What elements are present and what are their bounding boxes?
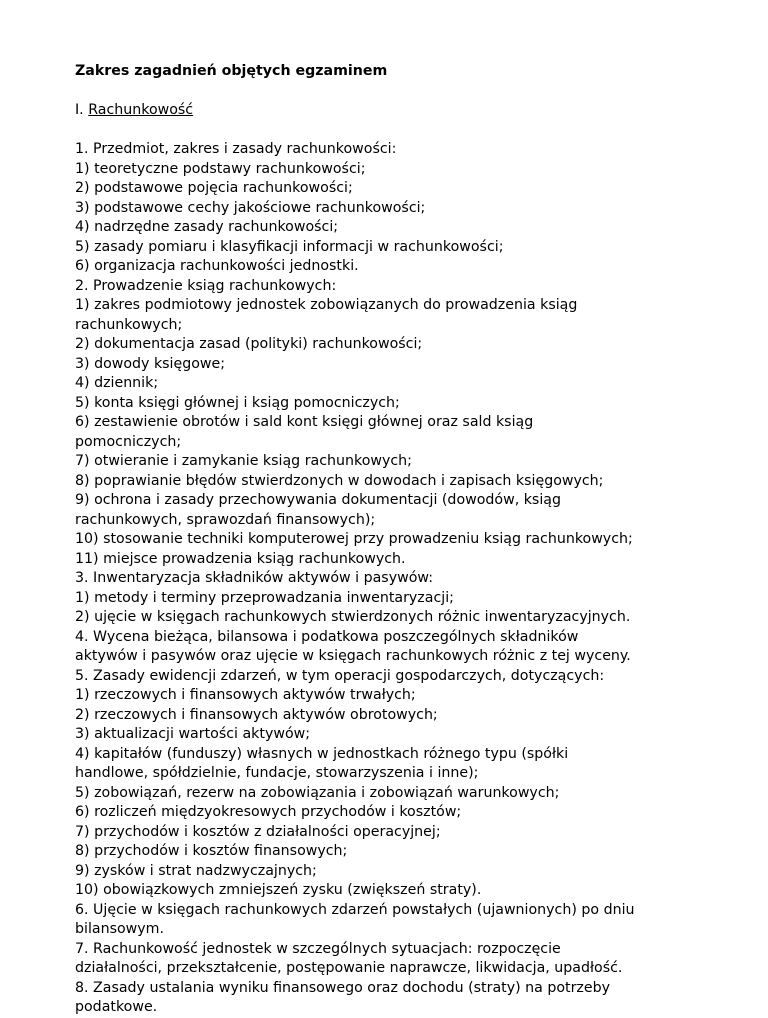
document-line: pomocniczych; <box>75 433 182 450</box>
document-body <box>75 140 745 1018</box>
document-line: 4) kapitałów (funduszy) własnych w jednostkach różnego typu (spółki <box>75 745 569 762</box>
document-line: 8) przychodów i kosztów finansowych; <box>75 843 348 859</box>
document-line: 10) stosowanie techniki komputerowej przy prowadzeniu ksiąg rachunkowych; <box>75 531 633 547</box>
document-line: 1) rzeczowych i finansowych aktywów trwałych; <box>75 687 416 703</box>
document-line: handlowe, spółdzielnie, fundacje, stowarzyszenia i inne); <box>75 765 479 781</box>
document-line: 4) dziennik; <box>75 375 159 391</box>
section-heading <box>75 101 745 121</box>
document-page <box>75 62 745 1018</box>
document-line: 1. Przedmiot, zakres i zasady rachunkowości: <box>75 141 397 157</box>
document-line: 6) rozliczeń międzyokresowych przychodów i kosztów; <box>75 804 462 820</box>
section-number: I. <box>75 102 84 118</box>
document-line: 1) teoretyczne podstawy rachunkowości; <box>75 160 366 177</box>
document-line: 2. Prowadzenie ksiąg rachunkowych: <box>75 277 337 294</box>
spacer <box>75 121 745 141</box>
document-line: 2) podstawowe pojęcia rachunkowości; <box>75 180 353 196</box>
document-line: 3) podstawowe cechy jakościowe rachunkowości; <box>75 199 426 216</box>
document-line: 5) zasady pomiaru i klasyfikacji informacji w rachunkowości; <box>75 238 504 255</box>
document-line: 7) przychodów i kosztów z działalności operacyjnej; <box>75 823 441 840</box>
document-line: 7) otwieranie i zamykanie ksiąg rachunkowych; <box>75 453 412 469</box>
document-line: 1) metody i terminy przeprowadzania inwentaryzacji; <box>75 589 454 606</box>
document-line: 2) dokumentacja zasad (polityki) rachunkowości; <box>75 336 423 352</box>
document-line: 3) aktualizacji wartości aktywów; <box>75 726 311 742</box>
document-line: 8. Zasady ustalania wyniku finansowego oraz dochodu (straty) na potrzeby <box>75 979 611 996</box>
document-line: 5. Zasady ewidencji zdarzeń, w tym operacji gospodarczych, dotyczących: <box>75 667 605 684</box>
document-line: 11) miejsce prowadzenia ksiąg rachunkowych. <box>75 550 406 567</box>
document-line: 9) ochrona i zasady przechowywania dokumentacji (dowodów, ksiąg <box>75 492 561 508</box>
document-line: 6) organizacja rachunkowości jednostki. <box>75 258 359 274</box>
document-line: 3) dowody księgowe; <box>75 355 226 372</box>
section-title: Rachunkowość <box>88 102 194 118</box>
document-line: 2) rzeczowych i finansowych aktywów obrotowych; <box>75 706 438 723</box>
spacer <box>75 82 745 102</box>
document-line: aktywów i pasywów oraz ujęcie w księgach rachunkowych różnic z tej wyceny. <box>75 648 631 664</box>
document-line: 1) zakres podmiotowy jednostek zobowiązanych do prowadzenia ksiąg <box>75 297 578 313</box>
document-line: 6) zestawienie obrotów i sald kont księgi głównej oraz sald ksiąg <box>75 414 534 430</box>
document-line: podatkowe. <box>75 999 158 1015</box>
document-line: 5) konta księgi głównej i ksiąg pomocniczych; <box>75 394 400 411</box>
document-line: 4. Wycena bieżąca, bilansowa i podatkowa poszczególnych składników <box>75 628 579 645</box>
document-line: działalności, przekształcenie, postępowanie naprawcze, likwidacja, upadłość. <box>75 960 623 976</box>
document-line: rachunkowych; <box>75 316 183 333</box>
document-line: 2) ujęcie w księgach rachunkowych stwierdzonych różnic inwentaryzacyjnych. <box>75 609 631 625</box>
document-line: 10) obowiązkowych zmniejszeń zysku (zwiększeń straty). <box>75 882 482 898</box>
document-line: 7. Rachunkowość jednostek w szczególnych sytuacjach: rozpoczęcie <box>75 940 561 957</box>
document-line: rachunkowych, sprawozdań finansowych); <box>75 511 376 528</box>
document-line: 6. Ujęcie w księgach rachunkowych zdarzeń powstałych (ujawnionych) po dniu <box>75 901 635 918</box>
document-line: 9) zysków i strat nadzwyczajnych; <box>75 862 317 879</box>
document-line: 4) nadrzędne zasady rachunkowości; <box>75 219 339 235</box>
document-line: 8) poprawianie błędów stwierdzonych w dowodach i zapisach księgowych; <box>75 472 604 489</box>
document-line: bilansowym. <box>75 921 164 937</box>
document-line: 5) zobowiązań, rezerw na zobowiązania i zobowiązań warunkowych; <box>75 784 560 801</box>
document-line: 3. Inwentaryzacja składników aktywów i pasywów: <box>75 570 433 586</box>
document-title: Zakres zagadnień objętych egzaminem <box>75 63 388 79</box>
